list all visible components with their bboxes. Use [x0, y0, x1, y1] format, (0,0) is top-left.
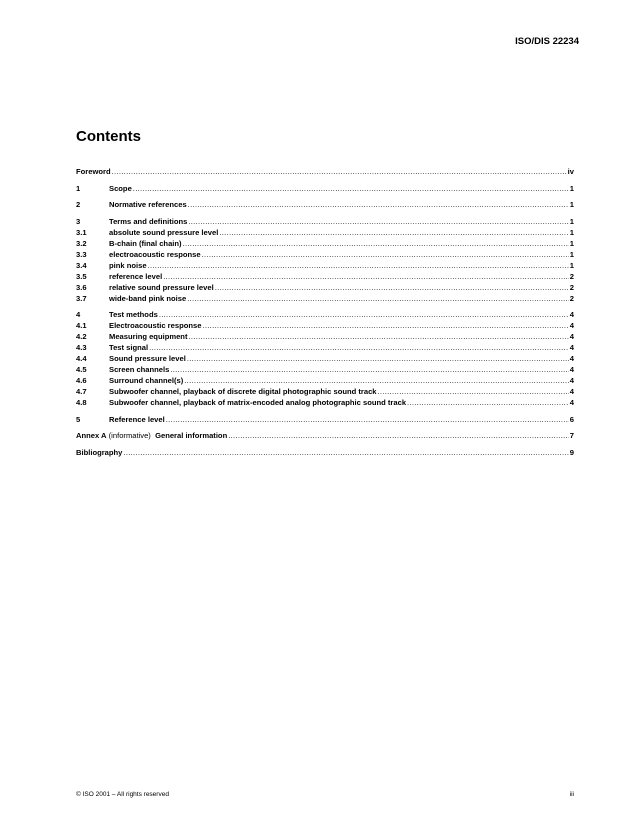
toc-entry-title-text: Test signal — [109, 343, 149, 352]
toc-dot-leader — [228, 430, 569, 441]
toc-entry[interactable] — [76, 260, 574, 271]
toc-entry-title — [109, 282, 214, 293]
document-code: ISO/DIS 22234 — [515, 36, 579, 47]
toc-entry-page: 1 — [569, 249, 574, 259]
toc-entry[interactable] — [76, 353, 574, 364]
toc-entry-title-text: Bibliography — [76, 447, 123, 457]
toc-entry[interactable] — [76, 271, 574, 282]
toc-entry[interactable] — [76, 309, 574, 320]
toc-dot-leader — [219, 227, 568, 238]
toc-dot-leader — [188, 331, 568, 342]
toc-entry-number: 4.2 — [76, 332, 87, 341]
toc-entry-number: 4.4 — [76, 354, 87, 363]
toc-entry[interactable] — [76, 342, 574, 353]
toc-dot-leader — [163, 271, 569, 282]
toc-entry-number: 4 — [76, 310, 81, 319]
toc-entry-page: 4 — [569, 376, 574, 385]
toc-dot-leader — [215, 282, 569, 293]
toc-entry-page: 4 — [569, 332, 574, 341]
toc-entry-page: 4 — [569, 321, 574, 330]
toc-entry[interactable] — [76, 430, 574, 441]
toc-entry-title-text: Normative references — [109, 200, 187, 209]
toc-entry-number: 4.1 — [76, 321, 87, 330]
toc-entry[interactable] — [76, 216, 574, 227]
toc-entry-title-text: Reference level — [109, 414, 165, 424]
toc-entry-title — [109, 375, 183, 386]
toc-entry-title-text: wide-band pink noise — [109, 293, 187, 303]
toc-entry[interactable] — [76, 364, 574, 375]
toc-entry[interactable] — [76, 249, 574, 260]
toc-entry-number: 3.3 — [76, 249, 87, 259]
toc-entry-title — [109, 227, 218, 238]
toc-entry-page: 9 — [569, 447, 574, 457]
toc-entry-page: 4 — [569, 365, 574, 374]
toc-dot-leader — [183, 238, 569, 249]
toc-entry-page: iv — [567, 167, 574, 176]
toc-dot-leader — [187, 293, 569, 304]
toc-dot-leader — [407, 397, 569, 408]
toc-entry-title-text: Foreword — [76, 167, 111, 176]
toc-dot-leader — [166, 414, 569, 425]
toc-entry-page: 1 — [569, 227, 574, 237]
toc-entry[interactable] — [76, 320, 574, 331]
toc-entry-title-text: Test methods — [109, 310, 158, 319]
toc-entry-number: 3.6 — [76, 282, 87, 292]
toc-entry-page: 4 — [569, 398, 574, 407]
toc-entry-title-text: electroacoustic response — [109, 249, 201, 259]
toc-dot-leader — [123, 447, 568, 458]
toc-entry-title — [109, 320, 201, 331]
toc-entry-number: 3.4 — [76, 260, 87, 270]
toc-entry-title — [109, 397, 406, 408]
toc-entry[interactable] — [76, 166, 574, 177]
toc-entry-page: 7 — [569, 431, 574, 440]
toc-entry-page: 4 — [569, 310, 574, 319]
toc-entry-number: 4.6 — [76, 376, 87, 385]
toc-entry[interactable] — [76, 238, 574, 249]
toc-entry-annex-qualifier: (informative) — [106, 431, 156, 440]
toc-entry-title — [109, 216, 187, 227]
toc-entry-title — [76, 430, 227, 441]
toc-entry-page: 4 — [569, 343, 574, 352]
toc-entry-number: 3.5 — [76, 271, 87, 281]
toc-entry-number: 4.7 — [76, 387, 87, 396]
toc-entry-number: 3.7 — [76, 293, 87, 303]
toc-dot-leader — [202, 249, 569, 260]
toc-entry-page: 4 — [569, 387, 574, 396]
toc-entry[interactable] — [76, 414, 574, 425]
toc-entry-title — [109, 386, 377, 397]
toc-entry-page: 2 — [569, 271, 574, 281]
toc-dot-leader — [188, 216, 568, 227]
page-footer — [76, 791, 574, 798]
toc-entry[interactable] — [76, 331, 574, 342]
toc-entry-title — [109, 271, 162, 282]
page-title: Contents — [76, 128, 141, 145]
toc-entry-title — [109, 342, 148, 353]
toc-entry-title — [109, 353, 186, 364]
toc-dot-leader — [188, 199, 569, 210]
toc-entry-annex-title: General information — [155, 431, 228, 440]
toc-entry[interactable] — [76, 183, 574, 194]
toc-entry-page: 2 — [569, 293, 574, 303]
toc-entry-title-text: Subwoofer channel, playback of discrete digital photographic sound track — [109, 387, 377, 396]
toc-entry[interactable] — [76, 199, 574, 210]
toc-entry-title — [109, 364, 169, 375]
toc-entry-number: 1 — [76, 183, 81, 193]
toc-entry-title — [109, 260, 147, 271]
toc-entry-title-text: Terms and definitions — [109, 216, 188, 226]
toc-entry-title-text: pink noise — [109, 260, 147, 270]
toc-entry-title-text: Scope — [109, 183, 132, 193]
toc-entry-title — [109, 331, 187, 342]
table-of-contents — [76, 166, 574, 458]
toc-entry-title-text: Sound pressure level — [109, 354, 186, 363]
toc-dot-leader — [149, 342, 569, 353]
toc-entry-title-text: absolute sound pressure level — [109, 227, 219, 237]
toc-entry-title — [109, 238, 182, 249]
toc-entry-page: 1 — [569, 216, 574, 226]
toc-dot-leader — [378, 386, 569, 397]
toc-dot-leader — [187, 353, 569, 364]
toc-entry-page: 6 — [569, 414, 574, 424]
toc-entry-title-text: Measuring equipment — [109, 332, 188, 341]
toc-entry-number: 4.5 — [76, 365, 87, 374]
toc-entry-title-text: Screen channels — [109, 365, 170, 374]
toc-entry-title — [109, 309, 158, 320]
toc-entry-number: 4.3 — [76, 343, 87, 352]
toc-entry-title-text: Annex A — [76, 431, 107, 440]
toc-entry-number: 2 — [76, 200, 81, 209]
toc-entry-title — [76, 447, 122, 458]
toc-entry-title-text: Electroacoustic response — [109, 321, 202, 330]
toc-entry[interactable] — [76, 397, 574, 408]
toc-dot-leader — [133, 183, 569, 194]
toc-entry-title-text: Subwoofer channel, playback of matrix-encoded analog photographic sound track — [109, 398, 407, 407]
toc-entry[interactable] — [76, 447, 574, 458]
toc-dot-leader — [184, 375, 569, 386]
toc-entry-page: 2 — [569, 282, 574, 292]
toc-entry-number: 3.1 — [76, 227, 87, 237]
toc-entry[interactable] — [76, 282, 574, 293]
toc-entry-title — [109, 183, 132, 194]
toc-entry-number: 4.8 — [76, 398, 87, 407]
toc-dot-leader — [159, 309, 569, 320]
toc-entry-page: 1 — [569, 260, 574, 270]
toc-entry-title-text: B-chain (final chain) — [109, 238, 182, 248]
toc-entry-title-text: Surround channel(s) — [109, 376, 184, 385]
toc-entry-title — [109, 293, 186, 304]
toc-entry-number: 3.2 — [76, 238, 87, 248]
toc-entry-title-text: relative sound pressure level — [109, 282, 214, 292]
toc-entry[interactable] — [76, 293, 574, 304]
copyright-notice: © ISO 2001 – All rights reserved — [76, 791, 169, 798]
toc-entry-page: 1 — [569, 183, 574, 193]
toc-entry[interactable] — [76, 375, 574, 386]
toc-dot-leader — [112, 166, 567, 177]
toc-entry[interactable] — [76, 227, 574, 238]
toc-entry-title-text: reference level — [109, 271, 163, 281]
toc-entry-page: 4 — [569, 354, 574, 363]
toc-entry-title — [109, 199, 187, 210]
toc-entry-title — [109, 414, 165, 425]
toc-entry-number: 5 — [76, 414, 81, 424]
toc-entry-title — [109, 249, 201, 260]
toc-entry-title — [76, 166, 111, 177]
toc-dot-leader — [148, 260, 569, 271]
page-number: iii — [569, 791, 574, 798]
toc-entry[interactable] — [76, 386, 574, 397]
toc-entry-number: 3 — [76, 216, 81, 226]
toc-dot-leader — [202, 320, 568, 331]
toc-entry-page: 1 — [569, 200, 574, 209]
toc-entry-page: 1 — [569, 238, 574, 248]
toc-dot-leader — [170, 364, 568, 375]
